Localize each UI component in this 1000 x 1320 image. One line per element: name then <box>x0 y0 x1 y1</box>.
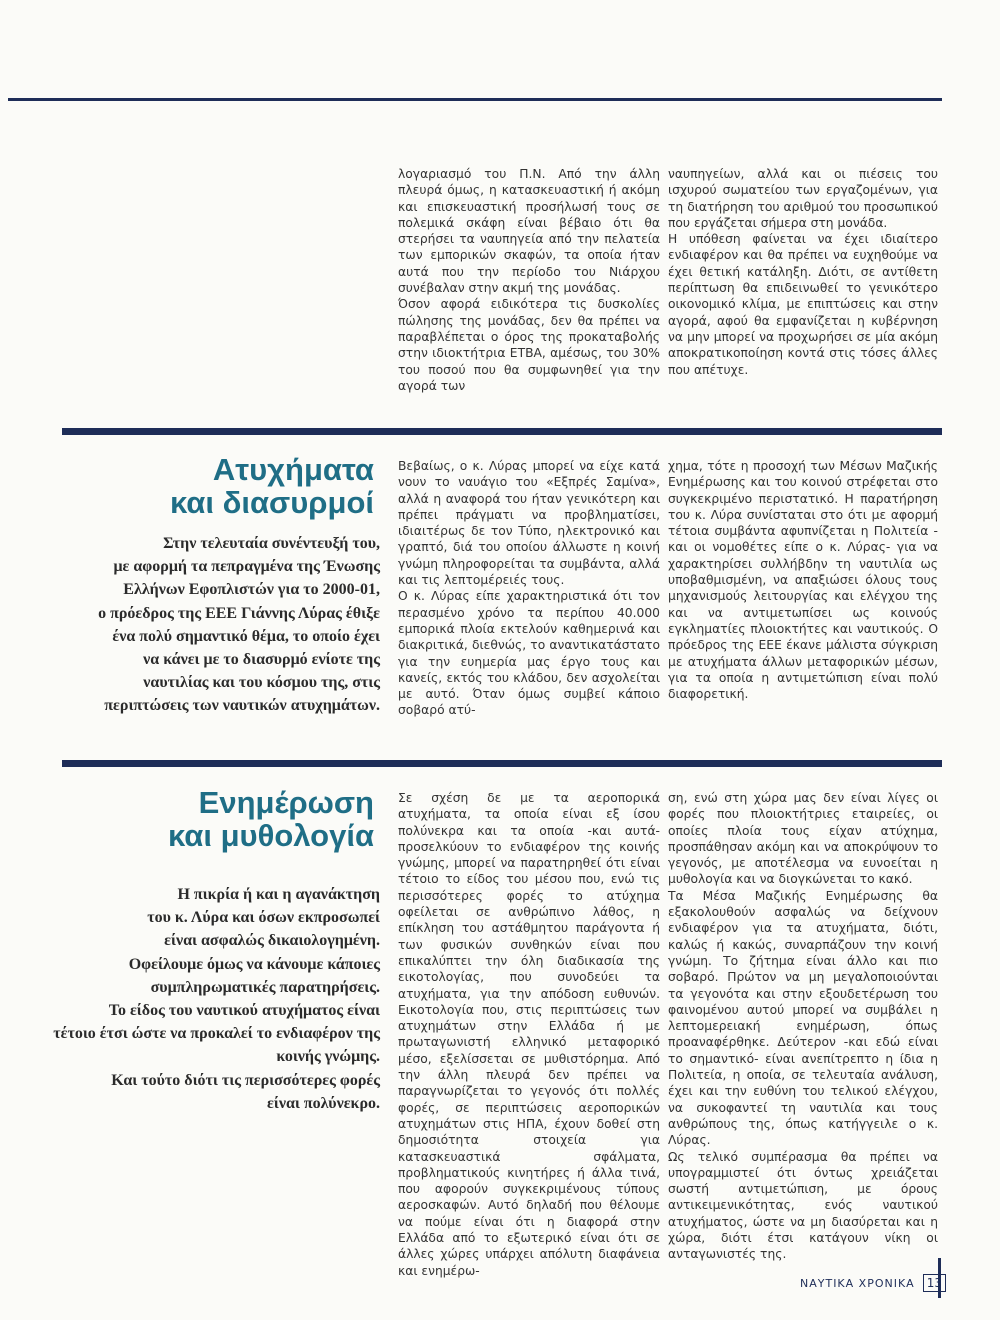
section-rule <box>62 760 942 767</box>
paragraph: Βεβαίως, ο κ. Λύρας μπορεί να είχε κατά νουν το ναυάγιο του «Εξπρές Σαμίνα», αλλά η αναφορά του ήταν γενικότερη και πρέπει πράγματι να προβληματίσει, ιδιαιτέρως δε τον Τύπο, ηλεκτρονικό και γραπτό, διά του οποίου άλλωστε η κοινή γνώμη πληροφορείται τα συμβάντα, αλλά και τις λεπτομέρειές τους. <box>398 459 660 588</box>
page-number: 13 <box>923 1274 946 1292</box>
paragraph: ση, ενώ στη χώρα μας δεν είναι λίγες οι φορές που πλοιοκτήτριες εταιρείες, οι οποίες πλοία τους είχαν ατύχημα, προσπάθησαν ακόμη και να αποκρύψουν το γεγονός, με αποτέλεσμα να ευνοείται η μυθολογία και να διογκώνεται το κακό. <box>668 791 938 887</box>
paragraph: Ως τελικό συμπέρασμα θα πρέπει να υπογραμμιστεί ότι όντως χρειάζεται σωστή αντιμετώπιση, με όρους αντικειμενικότητας, ενός ναυτικού ατυχήματος, ώστε να μη διασύρεται και η χώρα, διότι έτσι κατάγουν νίκη οι ανταγωνιστές της. <box>668 1149 938 1262</box>
page-footer <box>800 1274 946 1292</box>
paragraph: Όσον αφορά ειδικότερα τις δυσκολίες πώλησης της μονάδας, δεν θα πρέπει να παραβλέπεται ο όρος της προκαταβολής στην ιδιοκτήτρια ΕΤΒΑ, αμέσως, του 30% του ποσού που θα συμφωνηθεί για την αγορά των <box>398 297 660 393</box>
section-2-column-1 <box>398 790 660 1279</box>
paragraph: Τα Μέσα Μαζικής Ενημέρωσης θα εξακολουθούν ασφαλώς να δείχνουν ενδιαφέρον για τα ατυχήματα, διότι, καλώς ή κακώς, συναρπάζουν την κοινή γνώμη. Το ζήτημα είναι άλλο και πιο σοβαρό. Πρώτον να μη μεγαλοποιούνται τα γεγονότα και στην εξουδετέρωση του φαινομένου αυτού μπορεί να συμβάλει η λεπτομερειακή ενημέρωση, όπως προαναφέρθηκε. Δεύτερον -και εδώ είναι το σημαντικό- είναι ανεπίτρεπτο η ίδια η Πολιτεία, η οποία, σε τελευταία ανάλυση, έχει και την ευθύνη του τελικού ελέγχου, να συκοφαντεί τη ναυτιλία και τους ανθρώπους της, όπως κατήγγειλε ο κ. Λύρας. <box>668 888 938 1148</box>
section-2-lede: Η πικρία ή και η αγανάκτηση του κ. Λύρα και όσων εκπροσωπεί είναι ασφαλώς δικαιολογημένη. Οφείλουμε όμως να κάνουμε κάποιες συμπληρωματικές παρατηρήσεις. Το είδος του ναυτικού ατυχήματος είναι τέτοιο έτσι ώστε να προκαλεί το ενδιαφέρον της κοινής γνώμης. Και τούτο διότι τις περισσότερες φορές είναι πολύνεκρο. <box>53 886 380 1112</box>
paragraph: χημα, τότε η προσοχή των Μέσων Μαζικής Ενημέρωσης και του κοινού στρέφεται στο συγκεκριμένο περιστατικό. Η παρατήρηση του κ. Λύρα συνίσταται στο ότι με αφορμή τέτοια συμβάντα αφυπνίζεται η Πολιτεία - και οι νομοθέτες είπε ο κ. Λύρας- για να χαρακτηρίσει συλλήβδην τη ναυτιλία ως υποβαθμισμένη, να απαξιώσει όλους τους μηχανισμούς λειτουργίας και ελέγχου της και να αντιμετωπίσει ως κοινούς εγκληματίες πλοιοκτήτες και ναυτικούς. Ο πρόεδρος της ΕΕΕ έκανε μάλιστα σύγκριση με ατυχήματα άλλων μεταφορικών μέσων, για τα οποία η αντιμετώπιση είναι πολύ διαφορετική. <box>668 459 938 702</box>
section-1-column-2 <box>668 458 938 702</box>
paragraph: Η υπόθεση φαίνεται να έχει ιδιαίτερο ενδιαφέρον και θα πρέπει να ευχηθούμε να έχει θετική κατάληξη. Διότι, σε αντίθετη περίπτωση θα επιδεινωθεί το γενικότερο οικονομικό κλίμα, με επιπτώσεις και στην αγορά, αφού θα εμφανίζεται η κυβέρνηση να μην μπορεί να προχωρήσει σε μία ακόμη αποκρατικοποίηση κοντά στις τόσες άλλες που απέτυχε. <box>668 232 938 377</box>
section-1-heading: Ατυχήματα και διασυρμοί <box>170 452 374 520</box>
intro-column-2 <box>668 166 938 378</box>
paragraph: ναυπηγείων, αλλά και οι πιέσεις του ισχυρού σωματείου των εργαζομένων, για τη διατήρηση του αριθμού του προσωπικού που εργάζεται σήμερα στη μονάδα. <box>668 167 938 230</box>
paragraph: λογαριασμό του Π.Ν. Από την άλλη πλευρά όμως, η κατασκευαστική ή ακόμη και επισκευαστική προσήλωσή τους σε πολεμικά σκάφη είναι βέβαιο ότι θα στερήσει τα ναυπηγεία από την πελατεία των εμπορικών σκαφών, τα οποία ήταν αυτά που την περίοδο του Νιάρχου συνέβαλαν στην ακμή της μονάδας. <box>398 167 660 296</box>
section-2-column-2 <box>668 790 938 1263</box>
publication-title: ΝΑΥΤΙΚΑ ΧΡΟΝΙΚΑ <box>800 1276 915 1290</box>
top-rule <box>8 98 942 101</box>
section-1-column-1 <box>398 458 660 719</box>
section-1-lede: Στην τελευταία συνέντευξή του, με αφορμή τα πεπραγμένα της Ένωσης Ελλήνων Εφοπλιστών για το 2000-01, ο πρόεδρος της ΕΕΕ Γιάννης Λύρας έθιξε ένα πολύ σημαντικό θέμα, το οποίο έχει να κάνει με το διασυρμό ενίοτε της ναυτιλίας και του κόσμου της, στις περιπτώσεις των ναυτικών ατυχημάτων. <box>98 535 380 715</box>
section-2-heading: Ενημέρωση και μυθολογία <box>168 785 374 853</box>
intro-column-1 <box>398 166 660 394</box>
paragraph: Σε σχέση δε με τα αεροπορικά ατυχήματα, τα οποία είναι εξ ίσου πολύνεκρα και τα οποία -και αυτά- προσελκύουν το ενδιαφέρον της κοινής γνώμης, μπορεί να παρατηρηθεί ότι είναι τέτοιο το είδος του μέσου που, ενώ τις περισσότερες φορές το ατύχημα οφείλεται σε ανθρώπινο λάθος, η επίκληση του αστάθμητου παράγοντα ή των φυσικών συνθηκών είναι που επικαλύπτει την όλη διαδικασία της εικοτολογίας, που συνοδεύει τα ατυχήματα, για την απόδοση ευθυνών. Εικοτολογία που, στις περιπτώσεις των ατυχημάτων στην Ελλάδα ή με πρωταγωνιστή ελληνικό μεταφορικό μέσο, εξελίσσεται σε μυθιστόρημα. Από την άλλη πλευρά δεν πρέπει να παραγνωρίζεται το γεγονός ότι πολλές φορές, σε περιπτώσεις αεροπορικών ατυχημάτων στις ΗΠΑ, έχουν δοθεί στη δημοσιότητα στοιχεία για κατασκευαστικά σφάλματα, προβληματικούς κινητήρες ή άλλα τινά, που αφορούν συγκεκριμένους τύπους αεροσκαφών. Αυτό δηλαδή που θέλουμε να πούμε είναι ότι η διαφορά στην Ελλάδα από το εξωτερικό είναι ότι σε άλλες χώρες υπάρχει απόλυτη διαφάνεια και ενημέρω- <box>398 791 660 1278</box>
section-rule <box>62 428 942 435</box>
paragraph: Ο κ. Λύρας είπε χαρακτηριστικά ότι τον περασμένο χρόνο τα περίπου 40.000 εμπορικά πλοία εκτελούν καθημερινά και διακριτικά, διεθνώς, το αναντικατάστατο για την ευημερία μας έργο τους και κανείς, εκτός του κλάδου, δεν ασχολείται με αυτό. Όταν όμως συμβεί κάποιο σοβαρό ατύ- <box>398 589 660 718</box>
